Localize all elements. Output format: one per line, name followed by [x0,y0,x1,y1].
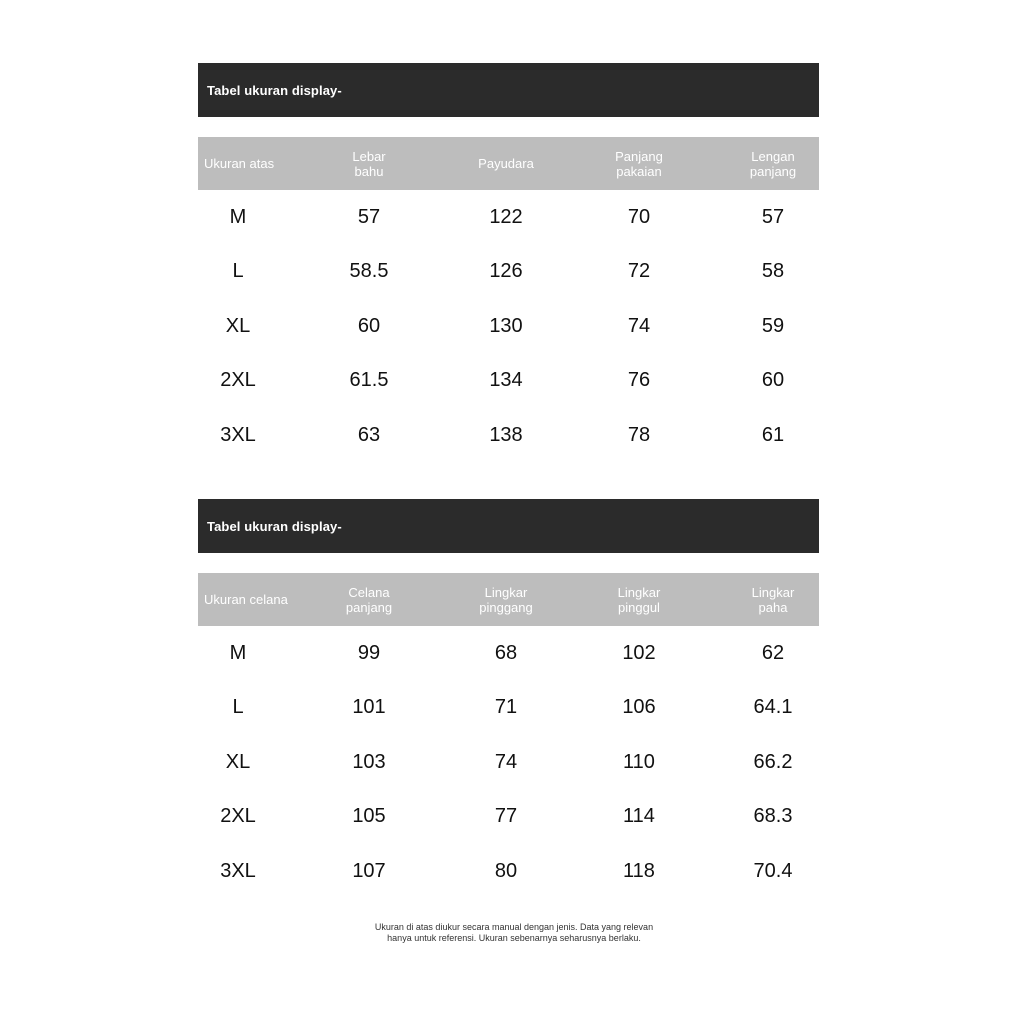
table-row [198,626,819,681]
value-cell: 101 [352,696,386,719]
table-row [198,408,819,463]
header-bust: Payudara [478,156,534,171]
size-cell: L [232,260,244,283]
value-cell: 105 [352,805,386,828]
value-cell: 60 [357,314,381,337]
value-cell: 99 [357,641,381,664]
value-cell: 110 [623,750,655,773]
size-cell: M [229,205,247,228]
value-cell: 57 [357,205,381,228]
header-size: Ukuran atas [204,156,275,171]
table-title-bar [198,63,819,117]
header-sleeve-length: Lengan panjang [749,148,797,179]
table-row [198,790,819,845]
value-cell: 61.5 [349,369,389,392]
top-size-table [198,63,819,463]
table-row [198,354,819,409]
value-cell: 68.3 [753,805,793,828]
header-hip: Lingkar pinggul [617,584,661,615]
table-row [198,245,819,300]
table-row [198,299,819,354]
value-cell: 57 [761,205,785,228]
table-row [198,844,819,899]
value-cell: 106 [622,696,656,719]
size-cell: 3XL [220,859,256,882]
value-cell: 58.5 [349,260,389,283]
header-garment-length: Panjang pakaian [615,148,663,179]
value-cell: 118 [623,859,655,882]
table-body [198,626,819,899]
value-cell: 60 [761,369,785,392]
value-cell: 103 [352,750,386,773]
value-cell: 70 [627,205,651,228]
table-header-row [198,137,819,190]
value-cell: 130 [489,314,523,337]
value-cell: 134 [489,369,523,392]
header-size: Ukuran celana [204,592,288,607]
footnote-line-2: hanya untuk referensi. Ukuran sebenarnya seharusnya berlaku. [387,933,641,943]
value-cell: 63 [357,423,381,446]
value-cell: 58 [761,260,785,283]
value-cell: 68 [494,641,518,664]
size-cell: XL [225,314,251,337]
value-cell: 61 [761,423,785,446]
value-cell: 107 [352,859,386,882]
value-cell: 138 [489,423,523,446]
table-row [198,735,819,790]
value-cell: 72 [627,260,651,283]
size-cell: XL [225,750,251,773]
table-title: Tabel ukuran display- [207,518,342,534]
table-body [198,190,819,463]
value-cell: 59 [761,314,785,337]
size-cell: 3XL [220,423,256,446]
value-cell: 78 [627,423,651,446]
bottom-size-table [198,499,819,899]
table-row [198,190,819,245]
value-cell: 70.4 [753,859,793,882]
size-cell: M [229,641,247,664]
value-cell: 122 [489,205,523,228]
size-cell: L [232,696,244,719]
value-cell: 64.1 [753,696,793,719]
size-cell: 2XL [220,805,256,828]
value-cell: 114 [623,805,655,828]
table-row [198,681,819,736]
size-cell: 2XL [220,369,256,392]
value-cell: 66.2 [753,750,793,773]
value-cell: 77 [494,805,518,828]
footnote [330,922,698,944]
table-title: Tabel ukuran display- [207,82,342,98]
header-shoulder-width: Lebar bahu [352,148,386,179]
value-cell: 74 [494,750,518,773]
header-waist: Lingkar pinggang [479,584,533,615]
value-cell: 71 [494,696,518,719]
header-thigh: Lingkar paha [751,584,795,615]
value-cell: 126 [489,260,523,283]
value-cell: 74 [627,314,651,337]
value-cell: 80 [494,859,518,882]
footnote-line-1: Ukuran di atas diukur secara manual dengan jenis. Data yang relevan [374,922,654,932]
value-cell: 62 [761,641,785,664]
value-cell: 76 [627,369,651,392]
header-trouser-length: Celana panjang [345,584,393,615]
value-cell: 102 [622,641,656,664]
table-title-bar [198,499,819,553]
table-header-row [198,573,819,626]
